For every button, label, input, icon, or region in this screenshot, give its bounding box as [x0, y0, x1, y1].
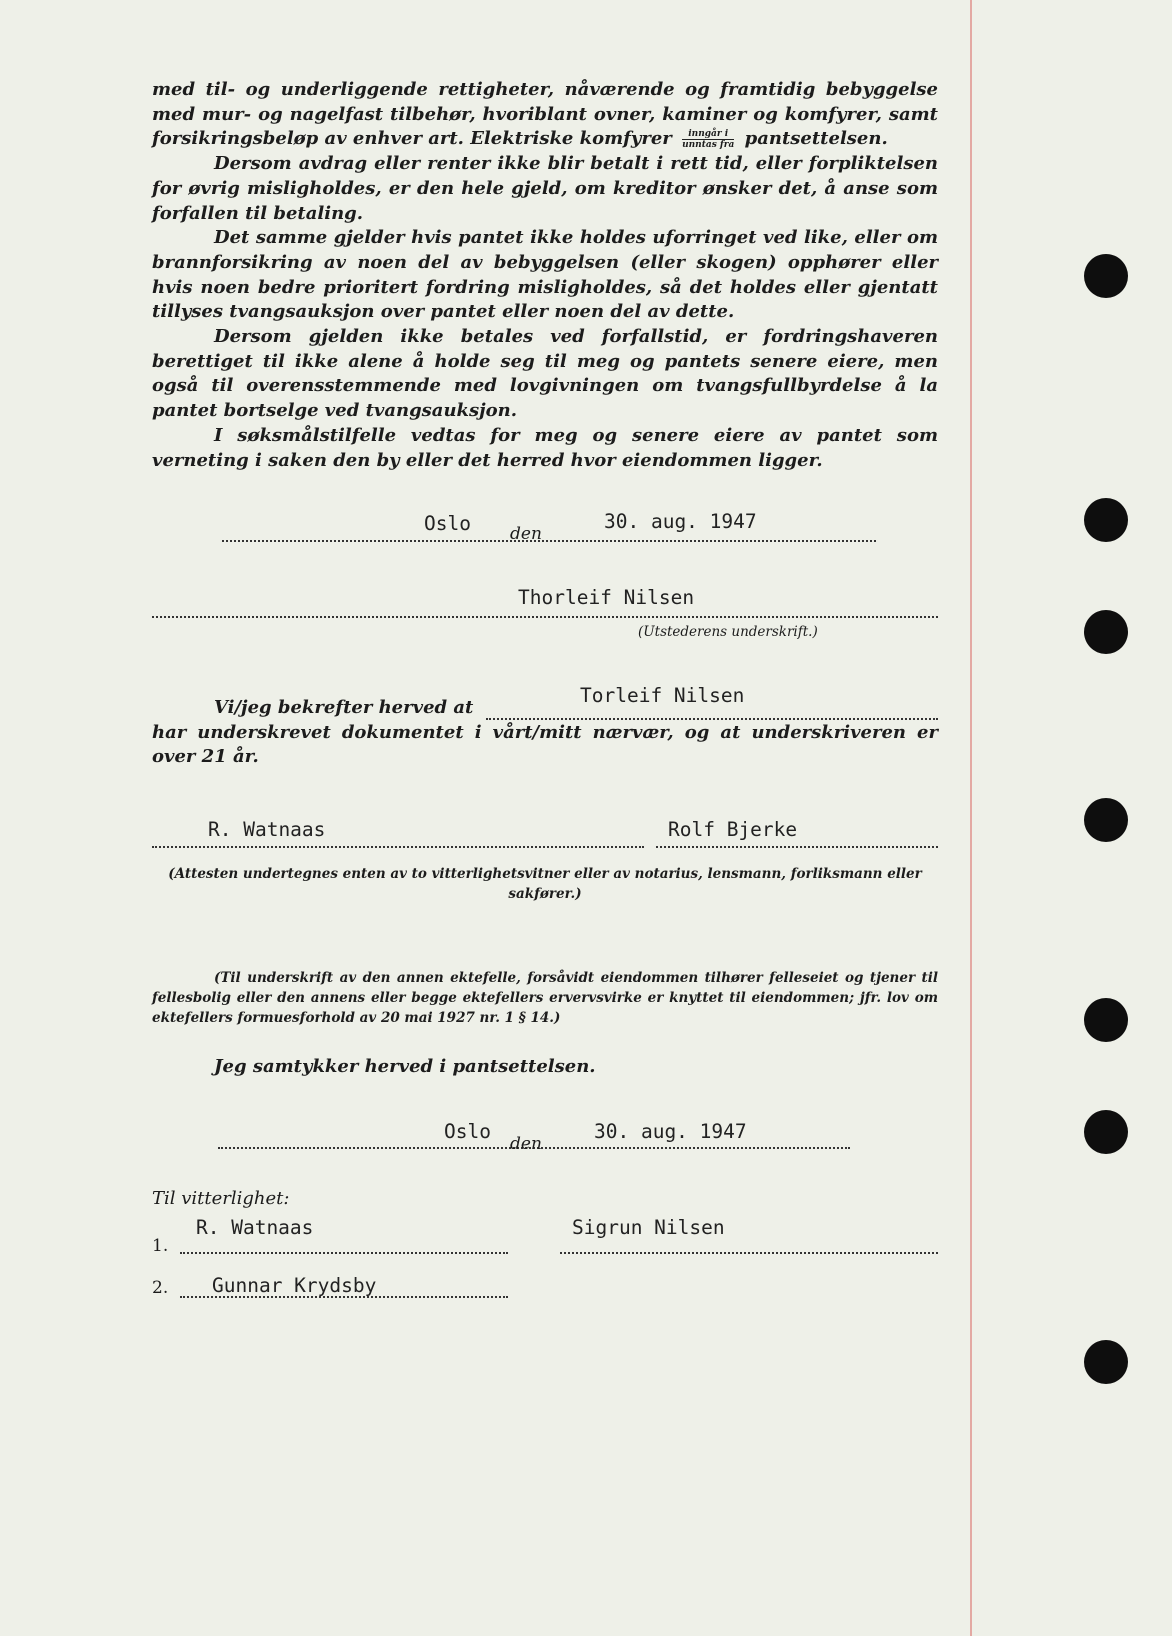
confirmation-text-2: over 21 år.	[152, 746, 259, 767]
witness-1-signature: R. Watnaas	[208, 818, 326, 841]
issuer-caption: (Utstederens underskrift.)	[638, 624, 818, 640]
spouse-witness-2-signature: Gunnar Krydsby	[212, 1274, 377, 1297]
witness-2-signature: Rolf Bjerke	[668, 818, 798, 841]
terms-paragraph-5: I søksmålstilfelle vedtas for meg og senere eiere av pantet som verneting i saken den by eller det herred hvor eiendommen ligger.	[152, 424, 938, 471]
spouse-date: 30. aug. 1947	[594, 1120, 747, 1143]
issuer-signature-line	[152, 616, 938, 618]
mortgage-terms-text	[152, 78, 938, 473]
spouse-note: (Til underskrift av den annen ektefelle, forsåvidt eiendommen tilhører felleseiet og tjener til fellesbolig eller den annens eller begge ektefellers ervervsvirke er knyttet til eiendommen; jfr. lov om ektefellers formuesforhold av 20 mai 1927 nr. 1 § 14.)	[152, 970, 938, 1026]
spouse-signature: Sigrun Nilsen	[572, 1216, 725, 1239]
witness-label: Til vitterlighet:	[152, 1188, 290, 1209]
witness-number-2: 2.	[152, 1278, 169, 1298]
spouse-signature-line	[560, 1252, 938, 1254]
confirmation-name: Torleif Nilsen	[580, 684, 745, 707]
margin-line	[970, 0, 972, 1636]
confirmation-text-1: har underskrevet dokumentet i vårt/mitt nærvær, og at underskriveren er	[152, 722, 938, 743]
spouse-place: Oslo	[444, 1120, 491, 1143]
spouse-den-label: den	[510, 1134, 542, 1154]
punch-hole	[1084, 798, 1128, 842]
confirmation-label: Vi/jeg bekrefter herved at	[214, 697, 474, 718]
punch-hole	[1084, 498, 1128, 542]
punch-hole	[1084, 1110, 1128, 1154]
confirmation-name-line	[486, 718, 938, 720]
spouse-witness-1-line	[180, 1252, 508, 1254]
terms-paragraph-3: Det samme gjelder hvis pantet ikke holdes uforringet ved like, eller om brannforsikring av noen del av bebyggelsen (eller skogen) opphører eller hvis noen bedre prioritert fordring misligholdes, så det holdes eller gjentatt tillyses tvangsauksjon over pantet eller noen del av dette.	[152, 227, 938, 323]
terms-paragraph-4: Dersom gjelden ikke betales ved forfallstid, er fordringshaveren berettiget til ikke alene å holde seg til meg og pantets senere eiere, men også til overensstemmende med lovgivningen om tvangsfullbyrdelse å la pantet bortselge ved tvangsauksjon.	[152, 326, 938, 422]
witness-1-line	[152, 846, 644, 848]
spouse-witness-2-line	[180, 1296, 508, 1298]
punch-hole	[1084, 1340, 1128, 1384]
punch-hole	[1084, 998, 1128, 1042]
attestation-note: (Attesten undertegnes enten av to vitterlighetsvitner eller av notarius, lensmann, forliksmann eller sakfører.)	[168, 866, 922, 902]
den-label: den	[510, 524, 542, 544]
punch-hole	[1084, 254, 1128, 298]
terms-paragraph-2: Dersom avdrag eller renter ikke blir betalt i rett tid, eller forpliktelsen for øvrig misligholdes, er den hele gjeld, om kreditor ønsker det, å anse som forfallen til betaling.	[152, 153, 938, 224]
date-line	[222, 540, 876, 542]
signing-place: Oslo	[424, 512, 471, 535]
issuer-signature: Thorleif Nilsen	[518, 586, 695, 609]
spouse-witness-1-signature: R. Watnaas	[196, 1216, 314, 1239]
include-exclude-fraction: $\frac{\text{inngår i}}{\text{unntas fra}}$	[682, 128, 735, 150]
witness-2-line	[656, 846, 938, 848]
punch-hole	[1084, 610, 1128, 654]
consent-text: Jeg samtykker herved i pantsettelsen.	[214, 1056, 596, 1077]
signing-date: 30. aug. 1947	[604, 510, 757, 533]
terms-paragraph-1: med til- og underliggende rettigheter, nåværende og framtidig bebyggelse med mur- og nagelfast tilbehør, hvoriblant ovner, kaminer og komfyrer, samt forsikringsbeløp av enhver art. Elektriske komfyrer $\frac{\text{inngår i}}{\text{unntas fra}}$ pantsettelsen.	[152, 79, 938, 150]
witness-number-1: 1.	[152, 1236, 169, 1256]
